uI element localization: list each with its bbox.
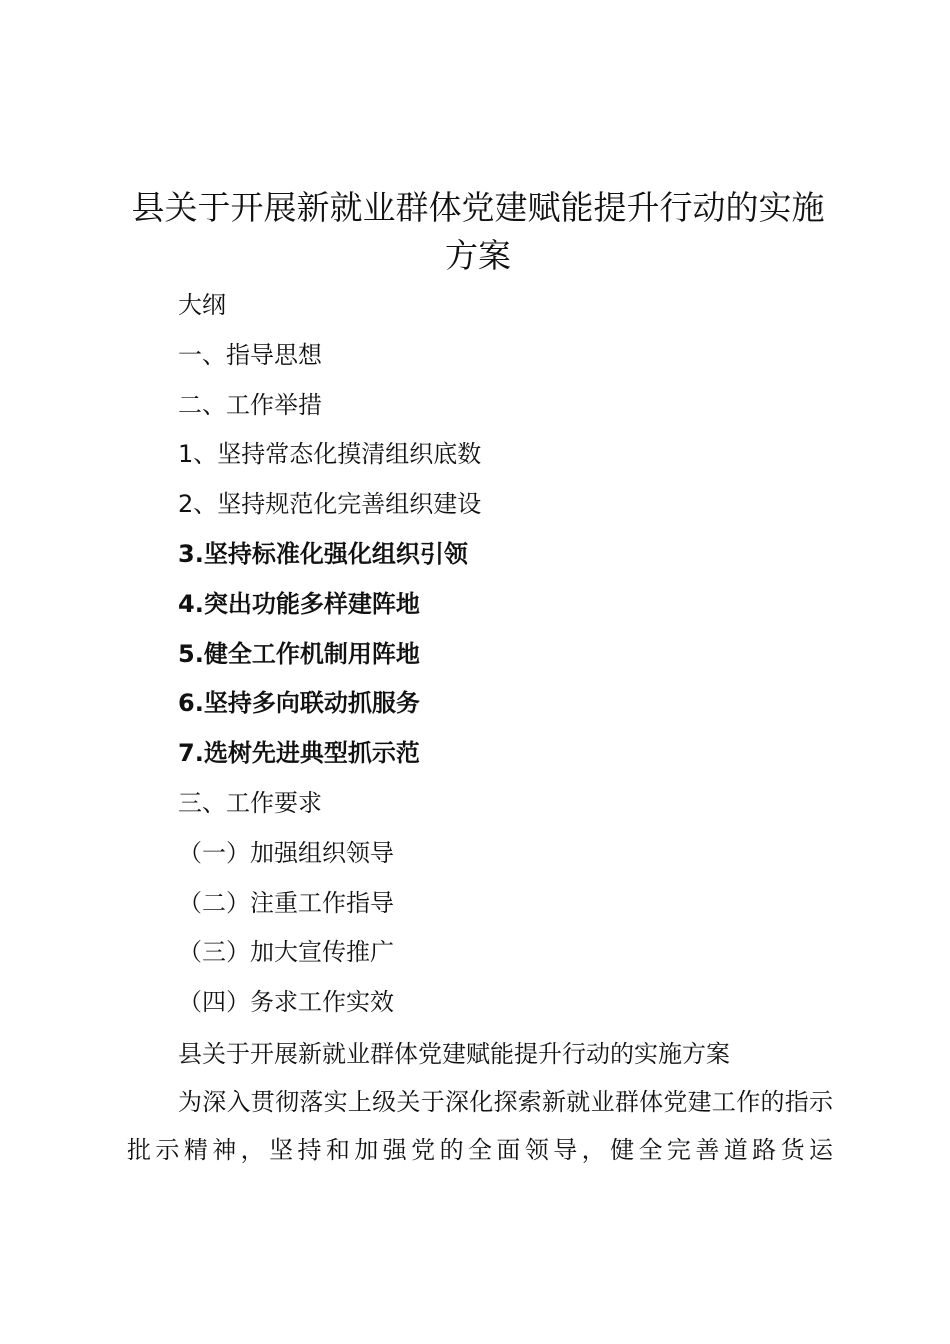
body-text (127, 1030, 833, 1174)
outline-item: 4.突出功能多样建阵地 (178, 589, 420, 618)
outline-item: （二）注重工作指导 (178, 888, 394, 917)
body-paragraph: 为深入贯彻落实上级关于深化探索新就业群体党建工作的指示批示精神，坚持和加强党的全面领导，健全完善道路货运 (127, 1088, 833, 1164)
document-title: 县关于开展新就业群体党建赋能提升行动的实施方案 (131, 188, 825, 275)
outline-item: 一、指导思想 (178, 340, 322, 369)
outline-item: （四）务求工作实效 (178, 988, 394, 1017)
outline-item: 7.选树先进典型抓示范 (178, 739, 420, 768)
outline-item: 5.健全工作机制用阵地 (178, 639, 420, 668)
outline-item: 1、坚持常态化摸清组织底数 (178, 440, 482, 469)
outline-item: （一）加强组织领导 (178, 838, 394, 867)
outline-item: （三）加大宣传推广 (178, 938, 394, 967)
outline-item: 大纲 (178, 291, 226, 319)
outline-item: 3.坚持标准化强化组织引领 (178, 539, 468, 568)
outline-item: 2、坚持规范化完善组织建设 (178, 490, 482, 519)
outline-item: 二、工作举措 (178, 390, 322, 419)
outline-list (178, 284, 481, 1031)
outline-item: 6.坚持多向联动抓服务 (178, 689, 420, 718)
body-paragraph: 县关于开展新就业群体党建赋能提升行动的实施方案 (178, 1040, 730, 1068)
outline-item: 三、工作要求 (178, 788, 322, 817)
